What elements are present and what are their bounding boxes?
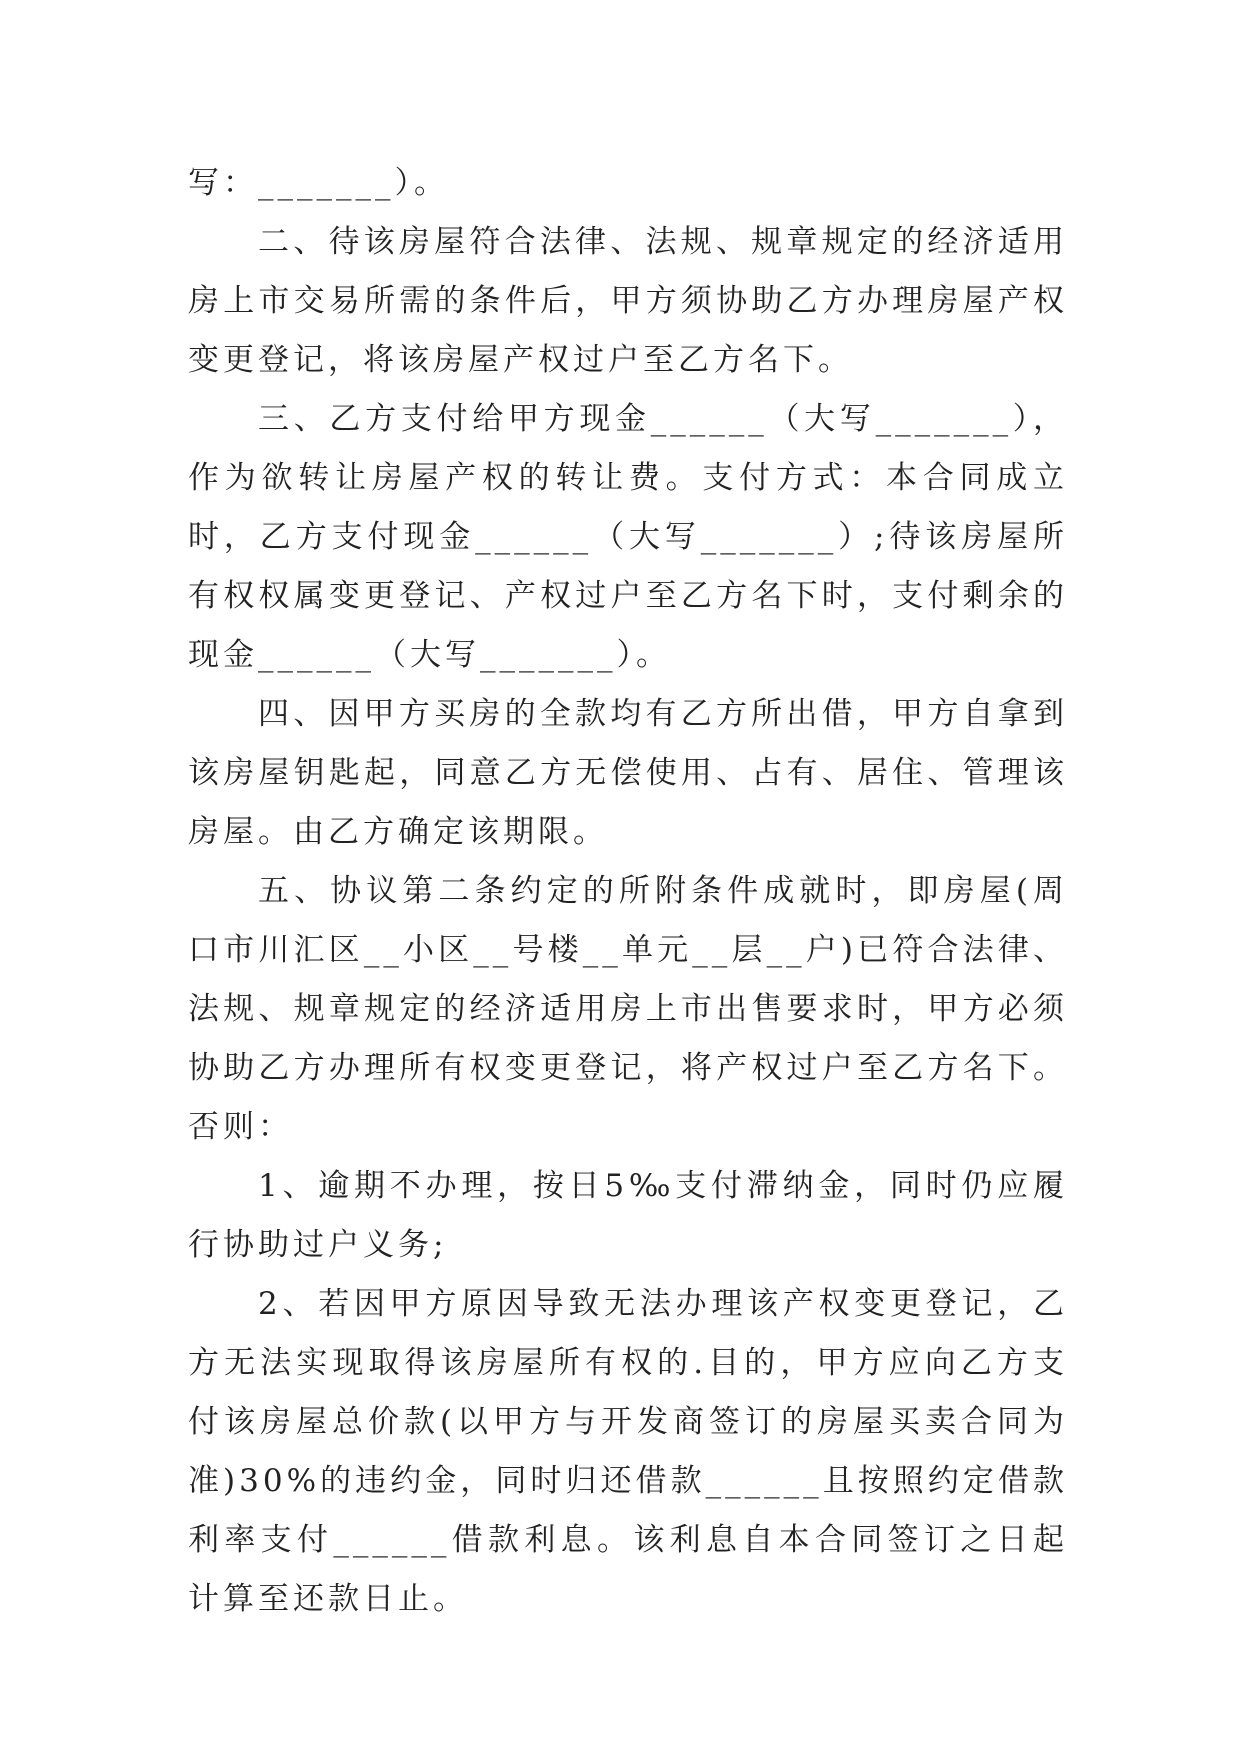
paragraph-continuation: 写：_______）。: [188, 165, 449, 201]
paragraph-item-2: 2、若因甲方原因导致无法办理该产权变更登记，乙方无法实现取得该房屋所有权的.目的，甲方应向乙方支付该房屋总价款(以甲方与开发商签订的房屋买卖合同为准)30%的违约金，同时归还借款______且按照约定借款利率支付______借款利息。该利息自本合同签订之日起计算至还款日止。: [188, 1286, 1068, 1617]
document-body: [188, 154, 1068, 1629]
paragraph-clause-4: 四、因甲方买房的全款均有乙方所出借，甲方自拿到该房屋钥匙起，同意乙方无偿使用、占有、居住、管理该房屋。由乙方确定该期限。: [188, 696, 1068, 850]
paragraph-clause-5: 五、协议第二条约定的所附条件成就时，即房屋(周口市川汇区__小区__号楼__单元__层__户)已符合法律、法规、规章规定的经济适用房上市出售要求时，甲方必须协助乙方办理所有权变更登记，将产权过户至乙方名下。否则：: [188, 873, 1068, 1145]
paragraph-item-1: 1、逾期不办理，按日5‰支付滞纳金，同时仍应履行协助过户义务;: [188, 1168, 1068, 1263]
paragraph-clause-2: 二、待该房屋符合法律、法规、规章规定的经济适用房上市交易所需的条件后，甲方须协助乙方办理房屋产权变更登记，将该房屋产权过户至乙方名下。: [188, 224, 1068, 378]
paragraph-clause-3: 三、乙方支付给甲方现金______（大写_______），作为欲转让房屋产权的转让费。支付方式：本合同成立时，乙方支付现金______（大写_______）;待该房屋所有权权属变更登记、产权过户至乙方名下时，支付剩余的现金______（大写_______）。: [188, 401, 1068, 673]
